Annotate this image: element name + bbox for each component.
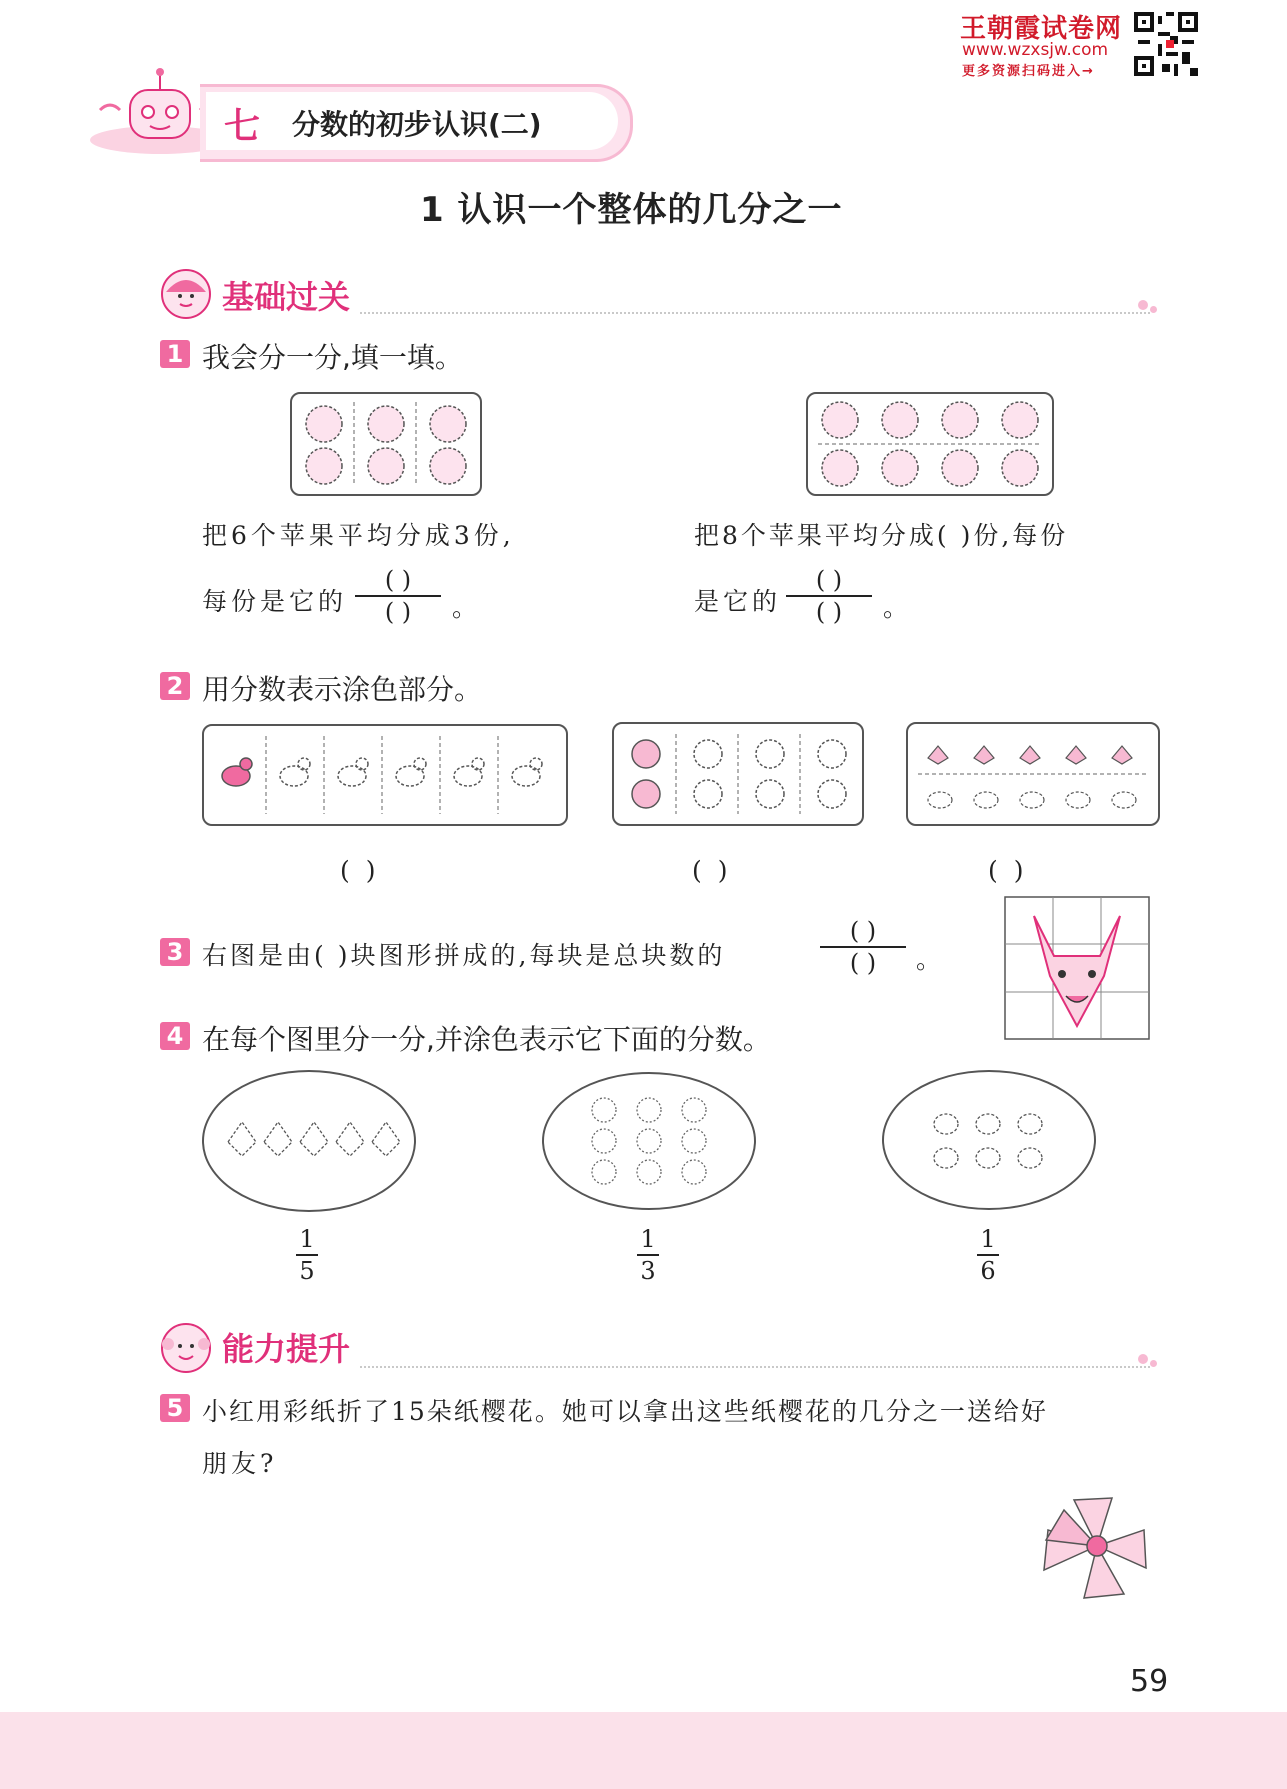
q4-fraction-3: 1 6 xyxy=(977,1224,999,1286)
bird-row-icon xyxy=(204,726,566,824)
question-3-text: 右图是由( )块图形拼成的,每块是总块数的 xyxy=(202,941,726,970)
q4-fraction-1: 1 5 xyxy=(296,1224,318,1286)
fox-puzzle-icon xyxy=(1004,896,1150,1040)
bird-box xyxy=(202,724,568,826)
question-number-5: 5 xyxy=(160,1394,190,1422)
page-number: 59 xyxy=(1130,1664,1169,1699)
question-5-line1: 小红用彩纸折了15朵纸樱花。她可以拿出这些纸樱花的几分之一送给好 xyxy=(202,1397,1048,1426)
question-number-3: 3 xyxy=(160,938,190,966)
question-1-prompt: 我会分一分,填一填。 xyxy=(202,341,463,374)
chick-box xyxy=(612,722,864,826)
q1-left-line1: 把6个苹果平均分成3份, xyxy=(202,521,515,550)
q4-fraction-2: 1 3 xyxy=(637,1224,659,1286)
section-divider xyxy=(360,312,1150,314)
section-divider xyxy=(360,1366,1150,1368)
chick-grid-icon xyxy=(614,724,862,824)
question-number-2: 2 xyxy=(160,672,190,700)
q2-answer-3[interactable]: ( ) xyxy=(988,856,1028,885)
paper-flower-icon xyxy=(1034,1490,1160,1602)
question-2-prompt: 用分数表示涂色部分。 xyxy=(202,673,483,706)
egg-group-icon xyxy=(884,1072,1094,1208)
butterfly-leaf-icon xyxy=(908,724,1158,824)
leaf-group-icon xyxy=(204,1072,414,1210)
watermark-subtitle: 更多资源扫码进入→ xyxy=(962,64,1095,79)
unit-title: 分数的初步认识(二) xyxy=(292,108,542,141)
apple-box-6 xyxy=(290,392,482,496)
watermark-title: 王朝霞试卷网 xyxy=(960,14,1123,44)
section-heading-basic: 基础过关 xyxy=(222,278,351,316)
question-4-prompt: 在每个图里分一分,并涂色表示它下面的分数。 xyxy=(202,1023,771,1056)
q1-right-line2: 是它的 xyxy=(694,587,782,616)
oval-leaves[interactable] xyxy=(202,1070,416,1212)
girl-avatar-icon xyxy=(160,268,212,320)
q2-answer-1[interactable]: ( ) xyxy=(340,856,380,885)
flower-group-icon xyxy=(544,1074,754,1208)
question-number-4: 4 xyxy=(160,1022,190,1050)
lesson-title: 1 认识一个整体的几分之一 xyxy=(420,190,843,230)
q1-right-line1: 把8个苹果平均分成( )份,每份 xyxy=(694,521,1069,550)
watermark-url: www.wzxsjw.com xyxy=(962,40,1109,60)
q3-fraction-blank[interactable]: ( ) ( ) xyxy=(820,916,906,978)
apple-box-8 xyxy=(806,392,1054,496)
q2-answer-2[interactable]: ( ) xyxy=(692,856,732,885)
question-5-line2: 朋友? xyxy=(202,1449,278,1478)
section-heading-advanced: 能力提升 xyxy=(222,1330,351,1368)
oval-flowers[interactable] xyxy=(542,1072,756,1210)
butterfly-box xyxy=(906,722,1160,826)
monkey-avatar-icon xyxy=(160,1322,212,1374)
oval-eggs[interactable] xyxy=(882,1070,1096,1210)
apple-group-icon xyxy=(292,394,480,494)
unit-number: 七 xyxy=(224,106,261,147)
q1-right-fraction-blank[interactable]: ( ) ( ) xyxy=(786,565,872,627)
footer-band xyxy=(0,1712,1287,1789)
qr-code-icon xyxy=(1134,12,1198,76)
q1-left-fraction-blank[interactable]: ( ) ( ) xyxy=(355,565,441,627)
apple-group-icon xyxy=(808,394,1052,494)
q1-left-line2: 每份是它的 xyxy=(202,587,348,616)
question-number-1: 1 xyxy=(160,340,190,368)
